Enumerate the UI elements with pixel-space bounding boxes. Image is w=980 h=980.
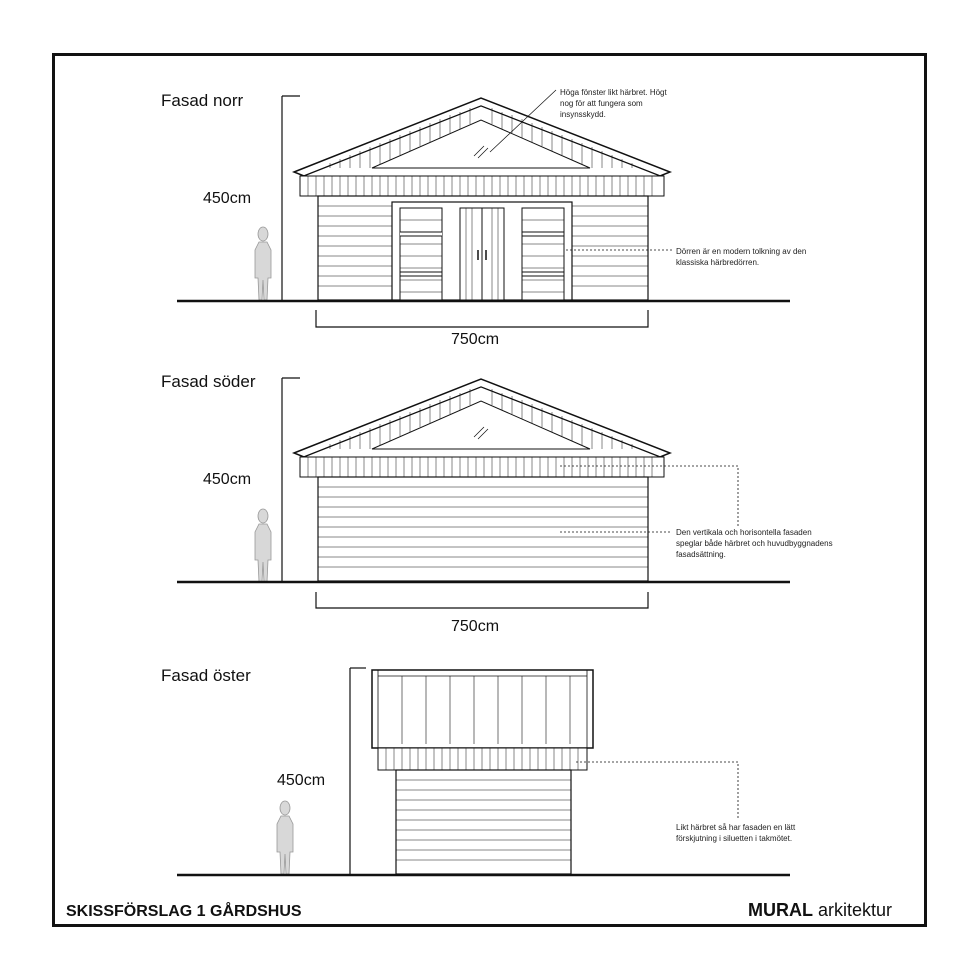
north-window-note: Höga fönster likt härbret. Högt nog för att fungera som insynsskydd. xyxy=(560,88,667,119)
east-height-label: 450cm xyxy=(277,772,326,789)
brand-bold: MURAL xyxy=(748,900,813,920)
brand-rest: arkitektur xyxy=(813,900,893,920)
north-elevation xyxy=(177,90,790,327)
south-height-label: 450cm xyxy=(203,471,252,488)
south-facade-note: Den vertikala och horisontella fasaden speglar både härbret och huvudbyggnadens fasadsättning. xyxy=(676,528,833,559)
east-elevation-title: Fasad öster xyxy=(161,666,251,685)
east-shift-note: Likt härbret så har fasaden en lätt förskjutning i siluetten i takmötet. xyxy=(676,823,796,843)
north-height-label: 450cm xyxy=(203,190,252,207)
brand-logo xyxy=(748,900,892,921)
south-elevation xyxy=(177,378,790,608)
north-elevation-title: Fasad norr xyxy=(161,91,244,110)
south-elevation-title: Fasad söder xyxy=(161,372,256,391)
north-width-label: 750cm xyxy=(451,331,500,348)
drawing-title: SKISSFÖRSLAG 1 GÅRDSHUS xyxy=(66,903,302,920)
north-door-note: Dörren är en modern tolkning av den klassiska härbredörren. xyxy=(676,247,807,267)
south-width-label: 750cm xyxy=(451,618,500,635)
